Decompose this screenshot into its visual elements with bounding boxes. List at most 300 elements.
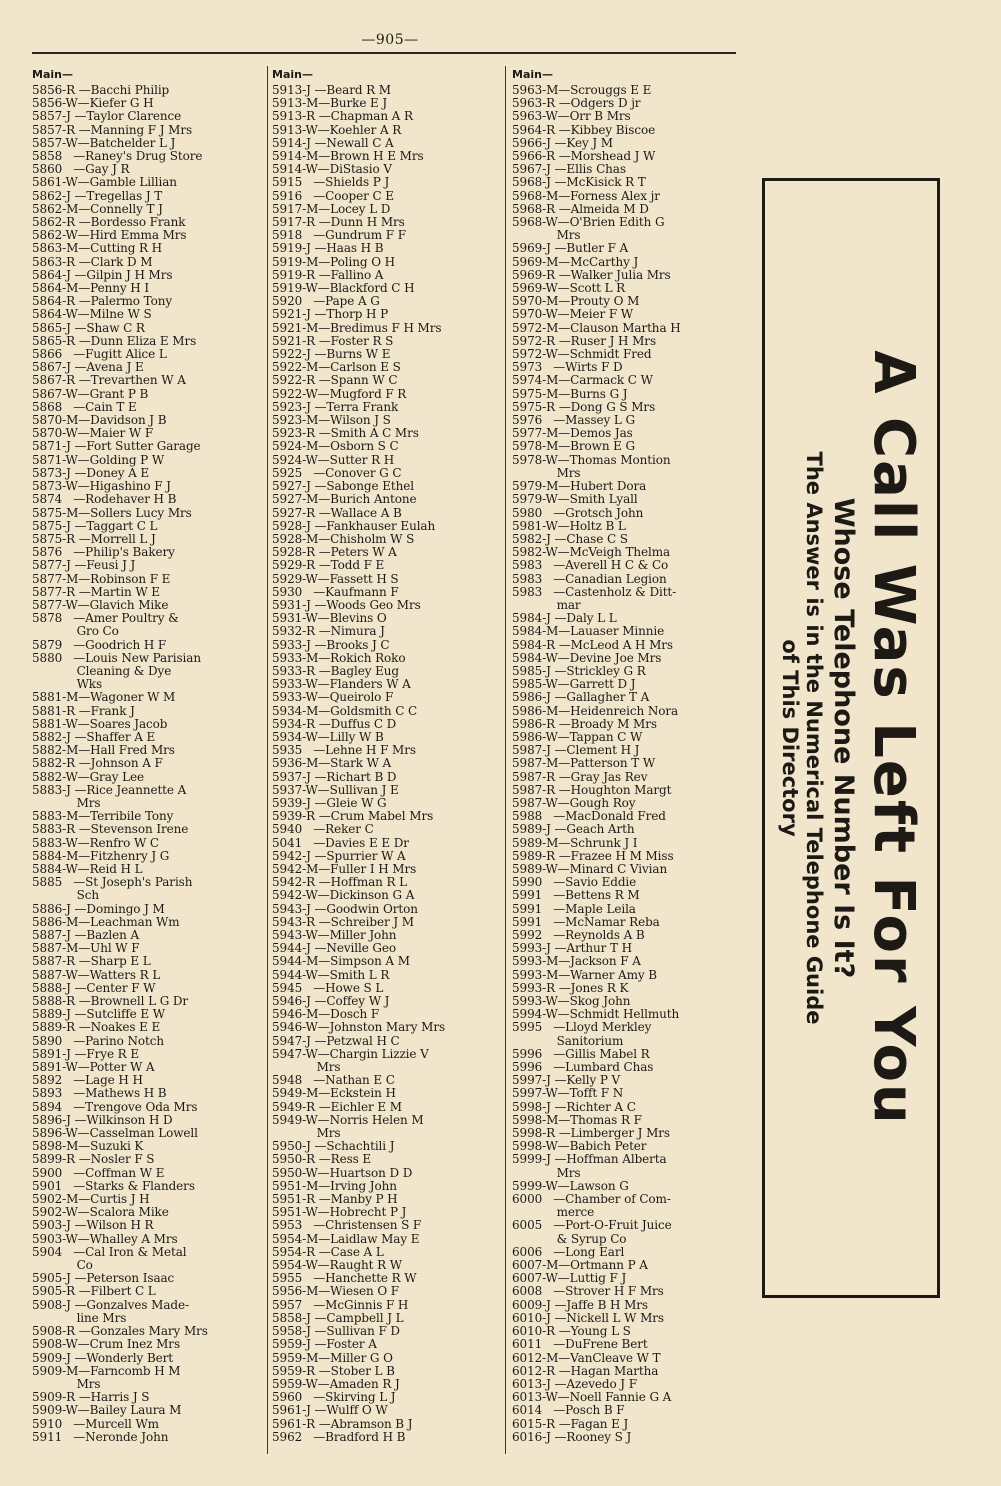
directory-entry: 5968-J —McKisick R T bbox=[512, 176, 646, 190]
directory-entry: 5928-R —Peters W A bbox=[272, 546, 397, 560]
directory-entry: 5905-J —Peterson Isaac bbox=[32, 1272, 175, 1286]
directory-entry: 5958-J —Sullivan F D bbox=[272, 1325, 400, 1339]
directory-entry: 5921-R —Foster R S bbox=[272, 334, 394, 348]
directory-entry: 5914-J —Newall C A bbox=[272, 136, 394, 150]
directory-entry: 5876 —Philip's Bakery bbox=[32, 546, 175, 560]
directory-entry: line Mrs bbox=[32, 1311, 127, 1325]
directory-entry: 5891-W—Potter W A bbox=[32, 1061, 155, 1075]
directory-entry: 5974-M—Carmack C W bbox=[512, 374, 653, 388]
directory-entry: 5960 —Skirving L J bbox=[272, 1391, 396, 1405]
directory-entry: 6000 —Chamber of Com- bbox=[512, 1193, 671, 1207]
directory-entry: 5889-J —Sutcliffe E W bbox=[32, 1008, 165, 1022]
directory-entry: 6008 —Strover H F Mrs bbox=[512, 1285, 664, 1299]
directory-entry: 5933-W—Flanders W A bbox=[272, 678, 411, 692]
directory-entry: 5894 —Trengove Oda Mrs bbox=[32, 1100, 198, 1114]
directory-entry: 5898-M—Suzuki K bbox=[32, 1140, 144, 1154]
directory-entry: 5972-M—Clauson Martha H bbox=[512, 321, 681, 335]
directory-entry: 5857-R —Manning F J Mrs bbox=[32, 123, 193, 137]
directory-entry: 5998-J —Richter A C bbox=[512, 1100, 636, 1114]
directory-entry: 5995 —Lloyd Merkley bbox=[512, 1021, 652, 1035]
directory-entry: 5920 —Pape A G bbox=[272, 295, 380, 309]
directory-entry: 6010-J —Nickell L W Mrs bbox=[512, 1311, 664, 1325]
directory-entry: 5963-M—Scrouggs E E bbox=[512, 84, 652, 97]
directory-entry: 5877-M—Robinson F E bbox=[32, 572, 171, 586]
directory-entry: 5882-R —Johnson A F bbox=[32, 757, 163, 771]
directory-entry: 5989-J —Geach Arth bbox=[512, 823, 635, 837]
directory-entry: 5928-M—Chisholm W S bbox=[272, 532, 415, 546]
directory-entry: 5993-M—Jackson F A bbox=[512, 955, 641, 969]
directory-entry: 5997-J —Kelly P V bbox=[512, 1074, 621, 1088]
directory-entry: 5877-J —Feusi J J bbox=[32, 559, 136, 573]
directory-entry: 5939-R —Crum Mabel Mrs bbox=[272, 810, 434, 824]
directory-entry: 5922-W—Mugford F R bbox=[272, 387, 407, 401]
directory-entry: 5919-R —Fallino A bbox=[272, 268, 384, 282]
directory-entry: 5999-J —Hoffman Alberta bbox=[512, 1153, 667, 1167]
directory-entry: 5937-W—Sullivan J E bbox=[272, 783, 399, 797]
directory-entry: 5972-W—Schmidt Fred bbox=[512, 348, 652, 362]
directory-entry: & Syrup Co bbox=[512, 1232, 627, 1246]
directory-entry: 5944-W—Smith L R bbox=[272, 968, 390, 982]
directory-entry: 5877-R —Martin W E bbox=[32, 585, 160, 599]
directory-entry: 5905-R —Filbert C L bbox=[32, 1285, 156, 1299]
directory-entry: 5892 —Lage H H bbox=[32, 1074, 143, 1088]
directory-entry: 5896-W—Casselman Lowell bbox=[32, 1127, 198, 1141]
directory-entry: 5927-M—Burich Antone bbox=[272, 493, 417, 507]
directory-entry: 5982-J —Chase C S bbox=[512, 532, 628, 546]
directory-entry: 5944-J —Neville Geo bbox=[272, 942, 397, 956]
directory-entry: 5969-M—McCarthy J bbox=[512, 255, 639, 269]
directory-entry: 5881-W—Soares Jacob bbox=[32, 717, 168, 731]
directory-entry: 5903-W—Whalley A Mrs bbox=[32, 1232, 178, 1246]
directory-entry: 5862-W—Hird Emma Mrs bbox=[32, 229, 187, 243]
directory-entry: 5903-J —Wilson H R bbox=[32, 1219, 154, 1233]
directory-entry: 5969-R —Walker Julia Mrs bbox=[512, 268, 671, 282]
directory-entry: 5943-R —Schreiber J M bbox=[272, 915, 414, 929]
directory-entry: Gro Co bbox=[32, 625, 119, 639]
directory-entry: 5931-J —Woods Geo Mrs bbox=[272, 598, 421, 612]
directory-entry: 5885 —St Joseph's Parish bbox=[32, 876, 193, 890]
directory-entry: 5865-J —Shaw C R bbox=[32, 321, 145, 335]
directory-entry: 5886-J —Domingo J M bbox=[32, 902, 165, 916]
directory-entry: 5987-R —Houghton Margt bbox=[512, 783, 672, 797]
directory-entry: 5982-W—McVeigh Thelma bbox=[512, 546, 671, 560]
directory-entry: 5946-W—Johnston Mary Mrs bbox=[272, 1021, 446, 1035]
column-divider bbox=[505, 66, 506, 1454]
directory-entry: 5041 —Davies E E Dr bbox=[272, 836, 409, 850]
directory-entry: 5867-J —Avena J E bbox=[32, 361, 144, 375]
directory-entry: Co bbox=[32, 1259, 93, 1273]
directory-entry: 5927-R —Wallace A B bbox=[272, 506, 402, 520]
directory-entry: 6014 —Posch B F bbox=[512, 1404, 625, 1418]
directory-entry: 5983 —Averell H C & Co bbox=[512, 559, 669, 573]
directory-entry: 6011 —DuFrene Bert bbox=[512, 1338, 648, 1352]
directory-entry: 5984-J —Daly L L bbox=[512, 612, 617, 626]
directory-entry: Mrs bbox=[32, 796, 101, 810]
directory-entry: 5993-J —Arthur T H bbox=[512, 942, 632, 956]
directory-entry: 5945 —Howe S L bbox=[272, 981, 384, 995]
directory-entry: 5983 —Canadian Legion bbox=[512, 572, 667, 586]
directory-entry: 5957 —McGinnis F H bbox=[272, 1298, 409, 1312]
directory-entry: 5947-W—Chargin Lizzie V bbox=[272, 1047, 429, 1061]
directory-entry: 5863-R —Clark D M bbox=[32, 255, 153, 269]
directory-entry: 5989-M—Schrunk J I bbox=[512, 836, 638, 850]
directory-entry: 5913-M—Burke E J bbox=[272, 97, 388, 111]
directory-entry: 6013-J —Azevedo J F bbox=[512, 1377, 637, 1391]
directory-entry: 5924-W—Sutter R H bbox=[272, 453, 395, 467]
directory-entry: 5881-M—Wagoner W M bbox=[32, 691, 176, 705]
directory-entry: 6006 —Long Earl bbox=[512, 1245, 625, 1259]
directory-entry: 5863-M—Cutting R H bbox=[32, 242, 163, 256]
directory-entry: 5931-W—Blevins O bbox=[272, 612, 387, 626]
directory-entry: 5877-W—Glavich Mike bbox=[32, 598, 169, 612]
directory-entry: 5930 —Kaufmann F bbox=[272, 585, 399, 599]
directory-entry: 5970-M—Prouty O M bbox=[512, 295, 640, 309]
directory-entry: 5909-J —Wonderly Bert bbox=[32, 1351, 174, 1365]
directory-entry: 5951-M—Irving John bbox=[272, 1179, 397, 1193]
advertisement-box bbox=[762, 178, 940, 1298]
directory-entry: 5921-J —Thorp H P bbox=[272, 308, 389, 322]
directory-column-1 bbox=[32, 66, 266, 1444]
directory-entry: 6015-R —Fagan E J bbox=[512, 1417, 629, 1431]
directory-entry: 5882-W—Gray Lee bbox=[32, 770, 145, 784]
directory-entry: 5918 —Gundrum F F bbox=[272, 229, 406, 243]
directory-entry: 5950-W—Huartson D D bbox=[272, 1166, 413, 1180]
directory-entry: 5946-J —Coffey W J bbox=[272, 995, 390, 1009]
directory-entry: 6013-W—Noell Fannie G A bbox=[512, 1391, 672, 1405]
directory-entry: 5977-M—Demos Jas bbox=[512, 427, 633, 441]
directory-entry: 5896-J —Wilkinson H D bbox=[32, 1113, 173, 1127]
directory-entry: 5955 —Hanchette R W bbox=[272, 1272, 417, 1286]
directory-entry: 5942-M—Fuller I H Mrs bbox=[272, 862, 417, 876]
directory-entry: 5984-R —McLeod A H Mrs bbox=[512, 638, 673, 652]
directory-entry: 5882-J —Shaffer A E bbox=[32, 730, 156, 744]
directory-entry: 5956-M—Wiesen O F bbox=[272, 1285, 400, 1299]
directory-entry: 5856-W—Kiefer G H bbox=[32, 97, 154, 111]
directory-entry: 5993-W—Skog John bbox=[512, 995, 631, 1009]
directory-entry: Mrs bbox=[272, 1127, 341, 1141]
directory-entry: 5998-M—Thomas R F bbox=[512, 1113, 642, 1127]
directory-entry: 5983 —Castenholz & Ditt- bbox=[512, 585, 677, 599]
directory-entry: 5990 —Savio Eddie bbox=[512, 876, 637, 890]
directory-entry: 5878 —Amer Poultry & bbox=[32, 612, 179, 626]
directory-entry: 5873-J —Doney A E bbox=[32, 466, 150, 480]
directory-entry: 5967-J —Ellis Chas bbox=[512, 163, 626, 177]
directory-entry: 5890 —Parino Notch bbox=[32, 1034, 165, 1048]
directory-entry: 6005 —Port-O-Fruit Juice bbox=[512, 1219, 672, 1233]
directory-entry: 5961-R —Abramson B J bbox=[272, 1417, 413, 1431]
directory-entry: 5933-W—Queirolo F bbox=[272, 691, 394, 705]
directory-entry: Cleaning & Dye bbox=[32, 664, 172, 678]
directory-entry: Mrs bbox=[512, 1166, 581, 1180]
ad-subheadline: Whose Telephone Number Is It? bbox=[828, 497, 859, 979]
directory-entry: 5963-R —Odgers D jr bbox=[512, 97, 641, 111]
directory-entry: 5921-M—Bredimus F H Mrs bbox=[272, 321, 442, 335]
ad-line-3: The Answer is in the Numerical Telephone Guide bbox=[802, 451, 826, 1025]
directory-entry: 5923-M—Wilson J S bbox=[272, 414, 391, 428]
directory-entry: 6009-J —Jaffe B H Mrs bbox=[512, 1298, 648, 1312]
directory-entry: 5979-M—Hubert Dora bbox=[512, 480, 647, 494]
directory-entry: 5933-J —Brooks J C bbox=[272, 638, 390, 652]
directory-entry: 5944-M—Simpson A M bbox=[272, 955, 410, 969]
directory-entry: Mrs bbox=[272, 1061, 341, 1075]
directory-entry: 5975-M—Burns G J bbox=[512, 387, 628, 401]
directory-entry: 6007-W—Luttig F J bbox=[512, 1272, 627, 1286]
directory-entry: 5947-J —Petzwal H C bbox=[272, 1034, 400, 1048]
directory-entry: 5919-M—Poling O H bbox=[272, 255, 396, 269]
directory-entry: 5904 —Cal Iron & Metal bbox=[32, 1245, 187, 1259]
directory-entry: 5961-J —Wulff O W bbox=[272, 1404, 388, 1418]
directory-entry: mar bbox=[512, 598, 581, 612]
directory-entry: 5986-R —Broady M Mrs bbox=[512, 717, 657, 731]
directory-entry: 5994-W—Schmidt Hellmuth bbox=[512, 1008, 680, 1022]
directory-entry: 5951-R —Manby P H bbox=[272, 1193, 398, 1207]
page-number: —905— bbox=[361, 32, 419, 48]
directory-entry: 5980 —Grotsch John bbox=[512, 506, 644, 520]
directory-entry: 5986-M—Heidenreich Nora bbox=[512, 704, 679, 718]
directory-entry: 5934-W—Lilly W B bbox=[272, 730, 384, 744]
directory-entry: 5915 —Shields P J bbox=[272, 176, 390, 190]
directory-entry: 5968-W—O'Brien Edith G bbox=[512, 216, 665, 230]
directory-entry: 5998-R —Limberger J Mrs bbox=[512, 1127, 670, 1141]
directory-entry: 5985-W—Garrett D J bbox=[512, 678, 636, 692]
directory-entry: 5993-R —Jones R K bbox=[512, 981, 629, 995]
directory-entry: 5923-J —Terra Frank bbox=[272, 400, 399, 414]
directory-entry: 5909-W—Bailey Laura M bbox=[32, 1404, 182, 1418]
directory-entry: 5964-R —Kibbey Biscoe bbox=[512, 123, 656, 137]
directory-entry: 6007-M—Ortmann P A bbox=[512, 1259, 648, 1273]
directory-entry: 5887-M—Uhl W F bbox=[32, 942, 140, 956]
directory-entry: 5875-M—Sollers Lucy Mrs bbox=[32, 506, 192, 520]
directory-entry: 5929-R —Todd F E bbox=[272, 559, 385, 573]
directory-entry: 5979-W—Smith Lyall bbox=[512, 493, 638, 507]
directory-entry: 5987-J —Clement H J bbox=[512, 744, 640, 758]
directory-entry: 5883-W—Renfro W C bbox=[32, 836, 159, 850]
directory-entry: 5880 —Louis New Parisian bbox=[32, 651, 201, 665]
directory-entry: 5860 —Gay J R bbox=[32, 163, 130, 177]
directory-entry: 5875-J —Taggart C L bbox=[32, 519, 158, 533]
directory-entry: 5943-W—Miller John bbox=[272, 929, 397, 942]
directory-entry: 5998-W—Babich Peter bbox=[512, 1140, 647, 1154]
entry-list bbox=[512, 84, 746, 1444]
directory-entry: 5901 —Starks & Flanders bbox=[32, 1179, 195, 1193]
directory-entry: 5891-J —Frye R E bbox=[32, 1047, 139, 1061]
directory-entry: 6012-R —Hagan Martha bbox=[512, 1364, 659, 1378]
directory-entry: Mrs bbox=[512, 466, 581, 480]
directory-entry: 5987-R —Gray Jas Rev bbox=[512, 770, 648, 784]
directory-entry: 5884-W—Reid H L bbox=[32, 862, 143, 876]
directory-entry: 5942-W—Dickinson G A bbox=[272, 889, 415, 903]
directory-entry: 5989-W—Minard C Vivian bbox=[512, 862, 668, 876]
directory-entry: 5933-R —Bagley Eug bbox=[272, 664, 400, 678]
directory-entry: 5871-J —Fort Sutter Garage bbox=[32, 440, 201, 454]
directory-entry: 5954-M—Laidlaw May E bbox=[272, 1232, 420, 1246]
directory-entry: 5989-R —Frazee H M Miss bbox=[512, 849, 674, 863]
directory-entry: 5857-J —Taylor Clarence bbox=[32, 110, 182, 124]
directory-entry: 5917-R —Dunn H Mrs bbox=[272, 216, 405, 230]
directory-entry: 5858 —Raney's Drug Store bbox=[32, 150, 203, 164]
directory-entry: 5910 —Murcell Wm bbox=[32, 1417, 159, 1431]
directory-entry: Wks bbox=[32, 678, 103, 692]
directory-entry: 5856-R —Bacchi Philip bbox=[32, 84, 170, 97]
directory-entry: 5873-W—Higashino F J bbox=[32, 480, 171, 494]
directory-entry: 5929-W—Fassett H S bbox=[272, 572, 399, 586]
directory-entry: 5868 —Cain T E bbox=[32, 400, 137, 414]
directory-entry: 5908-W—Crum Inez Mrs bbox=[32, 1338, 181, 1352]
directory-entry: 5991 —Maple Leila bbox=[512, 902, 636, 916]
ad-headline: A Call Was Left For You bbox=[861, 350, 926, 1126]
directory-entry: 5936-M—Stark W A bbox=[272, 757, 392, 771]
directory-entry: 5963-W—Orr B Mrs bbox=[512, 110, 631, 124]
directory-entry: 5924-M—Osborn S C bbox=[272, 440, 399, 454]
directory-entry: 5909-M—Farncomb H M bbox=[32, 1364, 181, 1378]
directory-entry: 5911 —Neronde John bbox=[32, 1430, 169, 1444]
top-rule bbox=[32, 52, 736, 54]
directory-entry: 5959-W—Amaden R J bbox=[272, 1377, 400, 1391]
directory-entry: 5951-W—Hobrecht P J bbox=[272, 1206, 407, 1220]
directory-entry: 5949-M—Eckstein H bbox=[272, 1087, 396, 1101]
directory-entry: 5993-M—Warner Amy B bbox=[512, 968, 658, 982]
directory-entry: 5888-J —Center F W bbox=[32, 981, 156, 995]
directory-entry: 5968-R —Almeida M D bbox=[512, 202, 649, 216]
directory-entry: 5874 —Rodehaver H B bbox=[32, 493, 177, 507]
directory-entry: 5866 —Fugitt Alice L bbox=[32, 348, 167, 362]
directory-entry: 5935 —Lehne H F Mrs bbox=[272, 744, 416, 758]
directory-entry: 5870-M—Davidson J B bbox=[32, 414, 167, 428]
directory-entry: 5934-M—Goldsmith C C bbox=[272, 704, 418, 718]
directory-entry: 5913-J —Beard R M bbox=[272, 84, 391, 97]
directory-entry: 5991 —McNamar Reba bbox=[512, 915, 660, 929]
directory-entry: 5902-W—Scalora Mike bbox=[32, 1206, 169, 1220]
directory-entry: 5922-J —Burns W E bbox=[272, 348, 391, 362]
directory-entry: 5970-W—Meier F W bbox=[512, 308, 634, 322]
directory-entry: 5867-R —Trevarthen W A bbox=[32, 374, 186, 388]
directory-entry: 5889-R —Noakes E E bbox=[32, 1021, 161, 1035]
advertisement-text bbox=[776, 198, 926, 1278]
directory-entry: 5973 —Wirts F D bbox=[512, 361, 623, 375]
directory-entry: 5862-R —Bordesso Frank bbox=[32, 216, 186, 230]
directory-entry: 5881-R —Frank J bbox=[32, 704, 135, 718]
directory-entry: 5871-W—Golding P W bbox=[32, 453, 165, 467]
column-header: Main— bbox=[272, 68, 313, 81]
directory-entry: 5934-R —Duffus C D bbox=[272, 717, 397, 731]
directory-entry: 5986-J —Gallagher T A bbox=[512, 691, 650, 705]
directory-entry: 5996 —Gillis Mabel R bbox=[512, 1047, 650, 1061]
directory-column-3 bbox=[512, 66, 746, 1444]
directory-entry: 5913-R —Chapman A R bbox=[272, 110, 413, 124]
directory-entry: 5969-W—Scott L R bbox=[512, 282, 626, 296]
directory-entry: 5939-J —Gleie W G bbox=[272, 796, 387, 810]
directory-entry: 5969-J —Butler F A bbox=[512, 242, 629, 256]
directory-entry: Sch bbox=[32, 889, 99, 903]
directory-entry: 5987-W—Gough Roy bbox=[512, 796, 636, 810]
directory-entry: 5888-R —Brownell L G Dr bbox=[32, 995, 189, 1009]
directory-entry: 5949-W—Norris Helen M bbox=[272, 1113, 424, 1127]
directory-entry: 5928-J —Fankhauser Eulah bbox=[272, 519, 436, 533]
directory-entry: 5864-M—Penny H I bbox=[32, 282, 149, 296]
entry-list bbox=[32, 84, 266, 1444]
directory-entry: merce bbox=[512, 1206, 595, 1220]
directory-entry: 5984-W—Devine Joe Mrs bbox=[512, 651, 662, 665]
directory-entry: 5996 —Lumbard Chas bbox=[512, 1061, 654, 1075]
ad-line-4: of This Directory bbox=[778, 639, 802, 837]
directory-entry: 5862-M—Connelly T J bbox=[32, 202, 163, 216]
directory-entry: 6016-J —Rooney S J bbox=[512, 1430, 632, 1444]
directory-entry: 5882-M—Hall Fred Mrs bbox=[32, 744, 175, 758]
entry-list bbox=[272, 84, 506, 1444]
directory-entry: 5981-W—Holtz B L bbox=[512, 519, 626, 533]
directory-entry: 5908-R —Gonzales Mary Mrs bbox=[32, 1325, 208, 1339]
directory-entry: 5923-R —Smith A C Mrs bbox=[272, 427, 419, 441]
directory-entry: 5887-J —Bazlen A bbox=[32, 929, 140, 942]
directory-entry: 5968-M—Forness Alex jr bbox=[512, 189, 660, 203]
column-header: Main— bbox=[512, 68, 553, 81]
directory-entry: 5984-M—Lauaser Minnie bbox=[512, 625, 665, 639]
directory-entry: 5893 —Mathews H B bbox=[32, 1087, 167, 1101]
directory-entry: 5914-M—Brown H E Mrs bbox=[272, 150, 424, 164]
directory-entry: 5986-W—Tappan C W bbox=[512, 730, 643, 744]
directory-entry: 5940 —Reker C bbox=[272, 823, 374, 837]
directory-entry: 5922-R —Spann W C bbox=[272, 374, 398, 388]
directory-entry: 5985-J —Strickley G R bbox=[512, 664, 646, 678]
directory-entry: 5913-W—Koehler A R bbox=[272, 123, 402, 137]
directory-entry: 5925 —Conover G C bbox=[272, 466, 402, 480]
directory-entry: 5884-M—Fitzhenry J G bbox=[32, 849, 170, 863]
directory-entry: 5862-J —Tregellas J T bbox=[32, 189, 163, 203]
directory-entry: 5987-M—Patterson T W bbox=[512, 757, 656, 771]
directory-entry: 5899-R —Nosler F S bbox=[32, 1153, 155, 1167]
directory-entry: 5942-R —Hoffman R L bbox=[272, 876, 408, 890]
directory-entry: 5976 —Massey L G bbox=[512, 414, 636, 428]
directory-entry: 5887-W—Watters R L bbox=[32, 968, 161, 982]
column-header: Main— bbox=[32, 68, 73, 81]
directory-entry: 5916 —Cooper C E bbox=[272, 189, 394, 203]
directory-entry: 5953 —Christensen S F bbox=[272, 1219, 422, 1233]
directory-entry: 5954-R —Case A L bbox=[272, 1245, 384, 1259]
directory-entry: 5991 —Bettens R M bbox=[512, 889, 640, 903]
directory-entry: 5959-J —Foster A bbox=[272, 1338, 377, 1352]
directory-entry: 5954-W—Raught R W bbox=[272, 1259, 402, 1273]
directory-entry: 5883-M—Terribile Tony bbox=[32, 810, 174, 824]
directory-entry: 5886-M—Leachman Wm bbox=[32, 915, 180, 929]
directory-entry: 5949-R —Eichler E M bbox=[272, 1100, 402, 1114]
column-divider bbox=[267, 66, 268, 1454]
directory-entry: 5879 —Goodrich H F bbox=[32, 638, 167, 652]
directory-entry: 5867-W—Grant P B bbox=[32, 387, 149, 401]
directory-entry: 5988 —MacDonald Fred bbox=[512, 810, 666, 824]
directory-entry: 5966-R —Morshead J W bbox=[512, 150, 656, 164]
directory-entry: 5858-J —Campbell J L bbox=[272, 1311, 404, 1325]
directory-entry: 5962 —Bradford H B bbox=[272, 1430, 406, 1444]
directory-entry: 5870-W—Maier W F bbox=[32, 427, 154, 441]
directory-entry: Sanitorium bbox=[512, 1034, 624, 1048]
directory-column-2 bbox=[272, 66, 506, 1444]
directory-entry: 5978-W—Thomas Montion bbox=[512, 453, 671, 467]
directory-entry: 5932-R —Nimura J bbox=[272, 625, 385, 639]
directory-entry: 5864-W—Milne W S bbox=[32, 308, 152, 322]
directory-entry: 5864-J —Gilpin J H Mrs bbox=[32, 268, 173, 282]
directory-entry: Mrs bbox=[32, 1377, 101, 1391]
directory-entry: 5909-R —Harris J S bbox=[32, 1391, 150, 1405]
directory-entry: 5919-J —Haas H B bbox=[272, 242, 384, 256]
directory-entry: 5966-J —Key J M bbox=[512, 136, 613, 150]
directory-entry: 5887-R —Sharp E L bbox=[32, 955, 151, 969]
directory-entry: 5997-W—Tofft F N bbox=[512, 1087, 624, 1101]
directory-entry: 5942-J —Spurrier W A bbox=[272, 849, 406, 863]
directory-entry: 5927-J —Sabonge Ethel bbox=[272, 480, 414, 494]
directory-entry: 5919-W—Blackford C H bbox=[272, 282, 415, 296]
directory-entry: 5959-M—Miller G O bbox=[272, 1351, 393, 1365]
directory-entry: 5946-M—Dosch F bbox=[272, 1008, 380, 1022]
